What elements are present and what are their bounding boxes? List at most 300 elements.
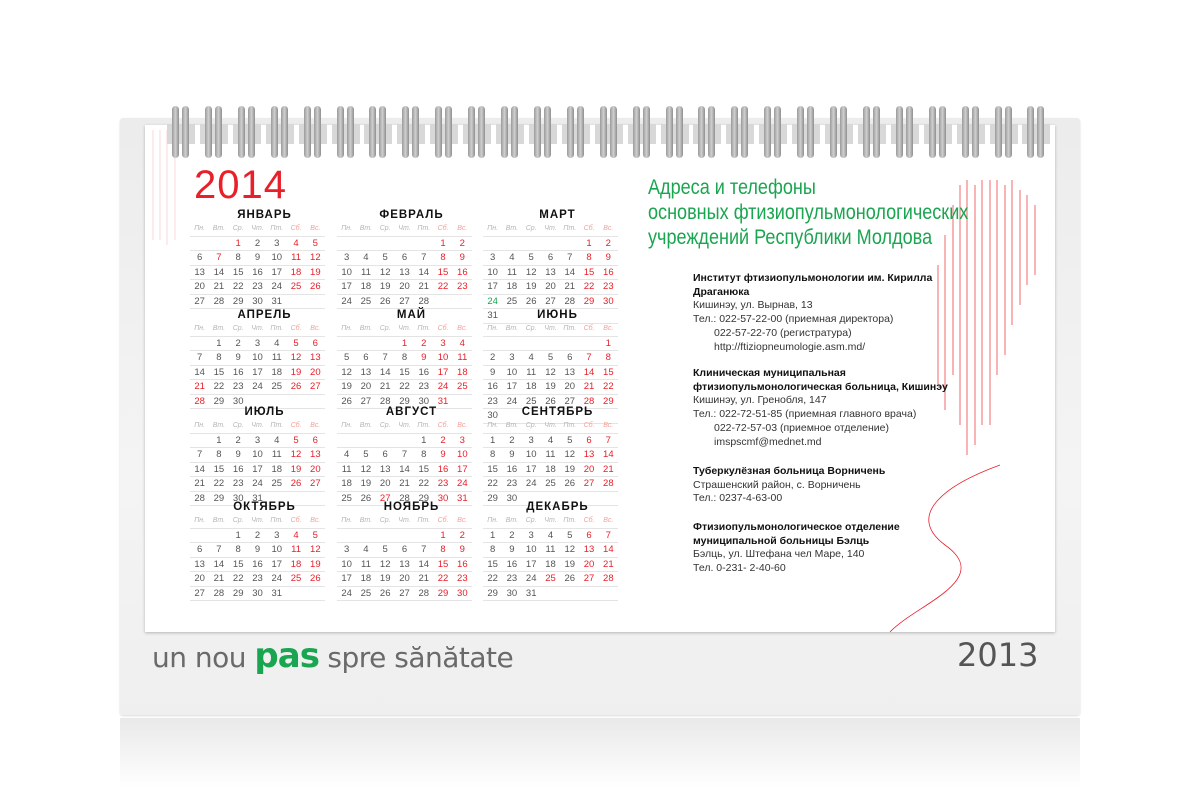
day-cell: 20 xyxy=(360,381,372,392)
day-cell: 6 xyxy=(312,337,318,349)
binding-ring xyxy=(631,106,653,160)
day-cell: 18 xyxy=(360,281,372,292)
day-cell: 11 xyxy=(526,366,537,378)
binding-ring xyxy=(532,106,554,160)
week-row xyxy=(483,337,618,352)
institution-name: Драганюка xyxy=(693,285,750,298)
week-row xyxy=(483,351,618,366)
day-cell: 8 xyxy=(489,449,496,460)
day-cell: 17 xyxy=(506,381,518,392)
day-cell: 25 xyxy=(360,587,372,599)
day-cell: 15 xyxy=(437,558,449,570)
weekday-label: Ср. xyxy=(232,225,244,232)
day-cell: 13 xyxy=(399,558,410,570)
day-cell: 17 xyxy=(341,573,352,584)
day-cell: 2 xyxy=(459,237,465,249)
week-row xyxy=(190,448,325,463)
month-name: ДЕКАБРЬ xyxy=(526,501,589,513)
day-cell: 10 xyxy=(525,544,537,555)
binding-ring xyxy=(828,106,850,160)
day-cell xyxy=(522,337,541,351)
day-cell: 19 xyxy=(290,463,302,475)
week-row xyxy=(483,477,618,492)
day-cell: 17 xyxy=(525,463,537,475)
day-cell: 16 xyxy=(437,463,449,475)
day-cell xyxy=(376,237,395,251)
day-cell: 10 xyxy=(457,449,468,460)
day-cell: 17 xyxy=(487,281,498,292)
day-cell: 12 xyxy=(379,266,391,278)
day-cell: 24 xyxy=(525,478,537,489)
day-cell: 19 xyxy=(290,366,302,378)
calendar-page xyxy=(145,125,1055,632)
day-cell: 27 xyxy=(194,587,205,599)
day-cell: 28 xyxy=(603,478,614,489)
day-cell: 27 xyxy=(564,395,576,407)
day-cell: 22 xyxy=(232,573,244,584)
weekday-label: Вт. xyxy=(359,517,373,524)
weekday-header xyxy=(337,322,472,337)
binding-ring xyxy=(894,106,916,160)
day-cell xyxy=(502,337,521,351)
week-row xyxy=(483,434,618,449)
day-cell: 13 xyxy=(583,449,595,460)
info-title xyxy=(648,175,968,250)
day-cell: 30 xyxy=(252,295,263,307)
day-cell: 17 xyxy=(525,558,537,570)
day-cell: 27 xyxy=(310,381,321,392)
day-cell: 4 xyxy=(293,237,299,249)
day-cell: 24 xyxy=(271,573,283,584)
weekday-header xyxy=(190,322,325,337)
day-cell xyxy=(356,237,375,251)
day-cell: 28 xyxy=(213,587,225,599)
day-cell: 1 xyxy=(235,237,241,249)
day-cell: 27 xyxy=(545,295,556,307)
day-cell: 5 xyxy=(528,252,534,263)
weekday-label: Вс. xyxy=(603,422,614,429)
day-cell: 16 xyxy=(506,463,518,475)
month-2 xyxy=(337,208,472,309)
weekday-label: Вс. xyxy=(457,517,468,524)
binding-ring xyxy=(236,106,258,160)
day-cell: 31 xyxy=(525,587,537,599)
month-name: МАРТ xyxy=(539,209,576,221)
day-cell: 28 xyxy=(583,395,595,407)
day-cell: 30 xyxy=(252,587,263,599)
day-cell: 1 xyxy=(216,337,222,349)
day-cell: 2 xyxy=(509,529,515,541)
day-cell xyxy=(376,337,395,351)
day-cell: 24 xyxy=(341,295,352,307)
day-cell: 17 xyxy=(437,366,449,378)
day-cell: 24 xyxy=(506,395,518,407)
weekday-label: Сб. xyxy=(290,225,302,232)
day-cell: 7 xyxy=(216,252,222,263)
week-row xyxy=(483,572,618,587)
day-cell: 13 xyxy=(564,366,576,378)
week-row xyxy=(337,463,472,478)
day-cell: 23 xyxy=(457,573,468,584)
day-cell: 22 xyxy=(437,281,449,292)
weekday-label: Пн. xyxy=(194,517,206,524)
day-cell: 3 xyxy=(509,352,515,363)
day-cell xyxy=(190,434,209,448)
day-cell: 6 xyxy=(567,352,573,363)
day-cell: 2 xyxy=(421,337,427,349)
month-1 xyxy=(190,208,325,309)
day-cell: 30 xyxy=(506,492,518,504)
day-cell: 3 xyxy=(254,337,261,349)
day-cell: 22 xyxy=(583,281,595,292)
weekday-label: Ср. xyxy=(379,225,391,232)
day-cell: 4 xyxy=(547,434,554,446)
weekday-label: Пн. xyxy=(487,325,499,332)
week-row xyxy=(190,280,325,295)
day-cell: 19 xyxy=(545,381,556,392)
weekday-label: Чт. xyxy=(251,325,264,332)
weekday-label: Вс. xyxy=(310,225,321,232)
weekday-label: Чт. xyxy=(544,517,557,524)
week-row xyxy=(337,587,472,602)
weekday-label: Чт. xyxy=(251,422,264,429)
day-cell: 12 xyxy=(310,544,321,555)
day-cell: 29 xyxy=(232,587,244,599)
day-cell: 29 xyxy=(437,587,449,599)
month-3 xyxy=(483,208,618,324)
day-cell: 24 xyxy=(525,573,537,584)
binding-ring xyxy=(302,106,324,160)
day-cell: 4 xyxy=(274,434,280,446)
day-cell: 16 xyxy=(457,558,468,570)
day-cell: 9 xyxy=(459,544,465,555)
day-cell: 2 xyxy=(254,237,261,249)
day-cell: 10 xyxy=(271,544,283,555)
day-cell: 3 xyxy=(274,237,280,249)
week-row xyxy=(337,434,472,449)
week-row xyxy=(337,280,472,295)
day-cell: 3 xyxy=(254,434,261,446)
day-cell: 31 xyxy=(271,587,283,599)
weekday-label: Вс. xyxy=(603,225,614,232)
day-cell: 18 xyxy=(271,366,283,378)
weekday-label: Пт. xyxy=(417,422,431,429)
week-row xyxy=(190,266,325,281)
day-cell: 20 xyxy=(399,281,410,292)
day-cell: 29 xyxy=(418,492,430,504)
weekday-label: Чт. xyxy=(251,517,264,524)
day-cell: 23 xyxy=(418,381,430,392)
week-row xyxy=(483,463,618,478)
day-cell: 18 xyxy=(545,558,556,570)
day-cell: 13 xyxy=(379,463,391,475)
day-cell: 9 xyxy=(421,352,427,363)
weekday-label: Сб. xyxy=(437,422,449,429)
institution-name: Клиническая муниципальная xyxy=(693,367,846,379)
day-cell: 14 xyxy=(213,266,225,278)
day-cell: 26 xyxy=(290,381,302,392)
weekday-label: Пт. xyxy=(417,517,431,524)
day-cell xyxy=(209,237,228,251)
weekday-label: Ср. xyxy=(232,517,244,524)
institution-address: Бэлць, ул. Штефана чел Маре, 140 xyxy=(693,548,865,561)
day-cell: 19 xyxy=(360,478,372,489)
day-cell: 9 xyxy=(254,544,261,555)
weekday-label: Ср. xyxy=(525,422,537,429)
weekday-label: Сб. xyxy=(290,325,302,332)
day-cell: 5 xyxy=(312,237,318,249)
slogan xyxy=(152,636,513,676)
weekday-label: Сб. xyxy=(583,325,595,332)
day-cell: 12 xyxy=(564,449,576,460)
week-row xyxy=(190,337,325,352)
day-cell: 9 xyxy=(605,252,611,263)
day-cell xyxy=(579,337,598,351)
institution xyxy=(693,465,953,506)
day-cell: 31 xyxy=(437,395,449,407)
day-cell: 4 xyxy=(343,449,350,460)
day-cell: 25 xyxy=(525,395,537,407)
binding-ring xyxy=(795,106,817,160)
day-cell xyxy=(306,587,325,601)
day-cell: 21 xyxy=(418,281,430,292)
weekday-label: Вс. xyxy=(457,325,468,332)
day-cell: 27 xyxy=(583,573,595,584)
weekday-label: Пт. xyxy=(270,225,284,232)
day-cell xyxy=(376,529,395,543)
day-cell xyxy=(337,529,356,543)
weekday-label: Вт. xyxy=(212,225,226,232)
weekday-label: Ср. xyxy=(525,517,537,524)
day-cell xyxy=(190,237,209,251)
day-cell: 23 xyxy=(487,395,498,407)
weekday-header xyxy=(190,419,325,434)
weekday-label: Вт. xyxy=(505,422,519,429)
day-cell: 14 xyxy=(379,366,391,378)
day-cell: 16 xyxy=(506,558,518,570)
day-cell: 17 xyxy=(341,281,352,292)
weekday-label: Пн. xyxy=(341,325,353,332)
day-cell: 17 xyxy=(252,463,263,475)
binding-ring xyxy=(861,106,883,160)
day-cell: 24 xyxy=(271,281,283,292)
weekday-label: Сб. xyxy=(583,517,595,524)
day-cell xyxy=(337,337,356,351)
day-cell: 6 xyxy=(586,529,592,541)
pas-logo: pas xyxy=(254,636,319,676)
weekday-label: Чт. xyxy=(544,225,557,232)
institution-address: Кишинэу, ул. Гренобля, 147 xyxy=(693,394,827,407)
day-cell: 15 xyxy=(399,366,410,378)
day-cell: 23 xyxy=(232,478,244,489)
day-cell: 26 xyxy=(379,295,391,307)
month-name: СЕНТЯБРЬ xyxy=(521,406,594,418)
day-cell: 23 xyxy=(506,573,518,584)
day-cell: 22 xyxy=(213,478,225,489)
day-cell: 13 xyxy=(399,266,410,278)
weekday-label: Чт. xyxy=(251,225,264,232)
weekday-label: Сб. xyxy=(290,422,302,429)
day-cell xyxy=(560,337,579,351)
day-cell: 15 xyxy=(213,463,225,475)
week-row xyxy=(337,448,472,463)
day-cell: 13 xyxy=(360,366,372,378)
day-cell: 10 xyxy=(341,558,352,570)
weekday-label: Вс. xyxy=(310,325,321,332)
weekday-label: Чт. xyxy=(398,517,411,524)
weekday-label: Чт. xyxy=(398,325,411,332)
day-cell: 23 xyxy=(252,281,263,292)
day-cell: 18 xyxy=(545,463,556,475)
day-cell: 20 xyxy=(583,558,595,570)
day-cell: 17 xyxy=(252,366,263,378)
day-cell: 5 xyxy=(567,529,573,541)
weekday-label: Пт. xyxy=(563,225,577,232)
weekday-label: Пт. xyxy=(563,517,577,524)
weekday-label: Ср. xyxy=(379,325,391,332)
month-name: ЯНВАРЬ xyxy=(237,209,292,221)
day-cell: 25 xyxy=(341,492,352,504)
week-row xyxy=(337,543,472,558)
month-11 xyxy=(337,500,472,601)
day-cell: 20 xyxy=(399,573,410,584)
weekday-label: Сб. xyxy=(290,517,302,524)
day-cell xyxy=(453,295,472,309)
day-cell: 6 xyxy=(586,434,592,446)
week-row xyxy=(483,266,618,281)
week-row xyxy=(483,380,618,395)
day-cell: 29 xyxy=(583,295,595,307)
day-cell: 22 xyxy=(437,573,449,584)
day-cell: 25 xyxy=(545,478,556,489)
day-cell: 26 xyxy=(290,478,302,489)
day-cell: 8 xyxy=(440,252,446,263)
week-row xyxy=(190,366,325,381)
day-cell xyxy=(560,237,579,251)
day-cell: 1 xyxy=(586,237,592,249)
weekday-label: Вс. xyxy=(457,225,468,232)
day-cell xyxy=(579,587,598,601)
day-cell: 23 xyxy=(603,281,614,292)
day-cell: 20 xyxy=(583,463,595,475)
month-7 xyxy=(190,405,325,506)
week-row xyxy=(190,434,325,449)
day-cell: 16 xyxy=(232,463,244,475)
day-cell: 2 xyxy=(605,237,611,249)
weekday-label: Вт. xyxy=(505,225,519,232)
day-cell: 20 xyxy=(310,463,321,475)
week-row xyxy=(337,572,472,587)
day-cell: 21 xyxy=(379,381,391,392)
day-cell xyxy=(376,434,395,448)
weekday-label: Ср. xyxy=(525,325,537,332)
day-cell: 19 xyxy=(341,381,352,392)
week-row xyxy=(337,366,472,381)
day-cell: 13 xyxy=(310,449,321,460)
day-cell: 28 xyxy=(194,395,205,407)
day-cell xyxy=(483,337,502,351)
weekday-label: Вт. xyxy=(212,422,226,429)
week-row xyxy=(483,366,618,381)
day-cell: 25 xyxy=(290,281,302,292)
day-cell: 14 xyxy=(194,463,205,475)
weekday-label: Пн. xyxy=(487,517,499,524)
weekday-label: Пн. xyxy=(194,225,206,232)
day-cell: 10 xyxy=(525,449,537,460)
week-row xyxy=(190,351,325,366)
day-cell: 2 xyxy=(509,434,515,446)
institution-name: Фтизиопульмонологическое отделение xyxy=(693,521,900,533)
weekday-label: Вт. xyxy=(359,325,373,332)
weekday-header xyxy=(483,322,618,337)
week-row xyxy=(190,587,325,602)
day-cell: 9 xyxy=(254,252,261,263)
day-cell: 15 xyxy=(418,463,430,475)
day-cell: 23 xyxy=(252,573,263,584)
day-cell: 6 xyxy=(312,434,318,446)
day-cell: 10 xyxy=(252,449,263,460)
day-cell: 7 xyxy=(382,352,388,363)
day-cell: 15 xyxy=(583,266,595,278)
week-row xyxy=(190,237,325,252)
day-cell: 4 xyxy=(274,337,280,349)
day-cell: 28 xyxy=(194,492,205,504)
day-cell: 24 xyxy=(487,295,498,307)
day-cell: 29 xyxy=(603,395,614,407)
day-cell: 31 xyxy=(271,295,283,307)
day-cell: 28 xyxy=(418,295,430,307)
weekday-label: Сб. xyxy=(583,225,595,232)
weekday-label: Сб. xyxy=(437,325,449,332)
binding-ring xyxy=(433,106,455,160)
weekday-label: Вт. xyxy=(359,225,373,232)
day-cell: 11 xyxy=(271,449,282,460)
institution xyxy=(693,521,953,576)
day-cell: 12 xyxy=(310,252,321,263)
day-cell: 14 xyxy=(194,366,205,378)
day-cell: 27 xyxy=(194,295,205,307)
binding-ring xyxy=(400,106,422,160)
day-cell: 25 xyxy=(545,573,556,584)
day-cell: 17 xyxy=(271,558,283,570)
week-row xyxy=(337,558,472,573)
day-cell: 18 xyxy=(525,381,537,392)
day-cell: 4 xyxy=(509,252,515,263)
day-cell: 12 xyxy=(290,352,302,363)
day-cell: 28 xyxy=(379,395,391,407)
day-cell: 11 xyxy=(291,544,301,555)
weekday-label: Ср. xyxy=(232,422,244,429)
day-cell: 22 xyxy=(418,478,430,489)
day-cell: 13 xyxy=(545,266,556,278)
slogan-after: spre sănătate xyxy=(327,641,514,674)
day-cell: 14 xyxy=(603,449,614,460)
weekday-label: Сб. xyxy=(437,225,449,232)
day-cell: 24 xyxy=(341,587,352,599)
day-cell: 2 xyxy=(254,529,261,541)
weekday-label: Вт. xyxy=(359,422,373,429)
day-cell: 22 xyxy=(213,381,225,392)
day-cell: 20 xyxy=(545,281,556,292)
day-cell: 20 xyxy=(194,281,205,292)
day-cell: 28 xyxy=(564,295,576,307)
day-cell: 18 xyxy=(271,463,283,475)
weekday-label: Вт. xyxy=(212,325,226,332)
week-row xyxy=(337,266,472,281)
day-cell: 22 xyxy=(487,478,498,489)
day-cell xyxy=(286,587,305,601)
weekday-label: Сб. xyxy=(583,422,595,429)
